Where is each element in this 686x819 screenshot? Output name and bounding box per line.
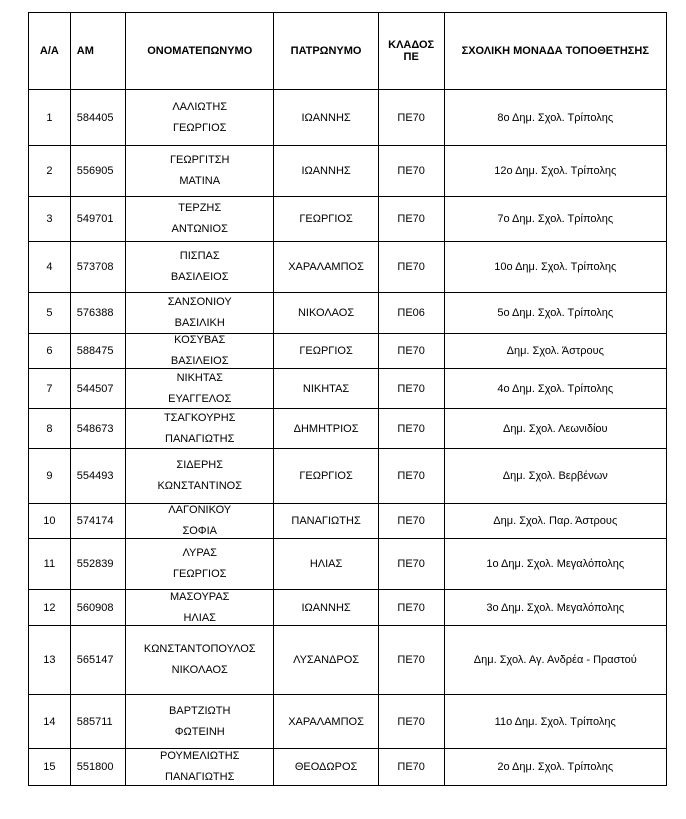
cell-surname: ΚΟΣΥΒΑΣ — [174, 334, 226, 346]
cell-name — [126, 146, 274, 197]
cell-am: 556905 — [70, 146, 125, 197]
cell-school: Δημ. Σχολ. Βερβένων — [444, 449, 666, 504]
cell-aa: 9 — [29, 449, 71, 504]
cell-patronymic: ΓΕΩΡΓΙΟΣ — [274, 334, 378, 369]
cell-klados: ΠΕ70 — [378, 90, 444, 146]
cell-am: 548673 — [70, 409, 125, 449]
cell-klados: ΠΕ70 — [378, 695, 444, 749]
cell-aa: 6 — [29, 334, 71, 369]
cell-patronymic: ΝΙΚΗΤΑΣ — [274, 369, 378, 409]
cell-name — [126, 409, 274, 449]
cell-school: 8ο Δημ. Σχολ. Τρίπολης — [444, 90, 666, 146]
cell-surname: ΤΣΑΓΚΟΥΡΗΣ — [163, 411, 236, 424]
cell-klados: ΠΕ06 — [378, 293, 444, 334]
cell-name — [126, 504, 274, 539]
table-row — [29, 749, 667, 786]
cell-patronymic: ΙΩΑΝΝΗΣ — [274, 590, 378, 626]
cell-aa: 15 — [29, 749, 71, 786]
cell-aa: 3 — [29, 197, 71, 242]
cell-firstname: ΓΕΩΡΓΙΟΣ — [173, 568, 227, 580]
cell-aa: 2 — [29, 146, 71, 197]
cell-firstname: ΗΛΙΑΣ — [183, 611, 216, 624]
table-row — [29, 90, 667, 146]
cell-klados: ΠΕ70 — [378, 369, 444, 409]
cell-patronymic: ΔΗΜΗΤΡΙΟΣ — [274, 409, 378, 449]
table-row — [29, 293, 667, 334]
cell-am: 565147 — [70, 626, 125, 695]
cell-firstname: ΕΥΑΓΓΕΛΟΣ — [168, 392, 232, 405]
cell-am: 588475 — [70, 334, 125, 369]
cell-firstname: ΜΑΤΙΝΑ — [179, 175, 221, 187]
cell-firstname: ΣΟΦΙΑ — [182, 525, 217, 537]
cell-name — [126, 90, 274, 146]
cell-patronymic: ΓΕΩΡΓΙΟΣ — [274, 449, 378, 504]
cell-school: 11ο Δημ. Σχολ. Τρίπολης — [444, 695, 666, 749]
cell-klados: ΠΕ70 — [378, 749, 444, 786]
cell-surname: ΒΑΡΤΖΙΩΤΗ — [169, 704, 231, 717]
cell-am: 552839 — [70, 539, 125, 590]
header-klados: ΚΛΑΔΟΣ ΠΕ — [378, 13, 444, 90]
cell-surname: ΛΥΡΑΣ — [182, 547, 217, 559]
cell-patronymic: ΗΛΙΑΣ — [274, 539, 378, 590]
table-row — [29, 695, 667, 749]
cell-am: 554493 — [70, 449, 125, 504]
cell-surname: ΣΙΔΕΡΗΣ — [176, 459, 224, 471]
cell-firstname: ΓΕΩΡΓΙΟΣ — [173, 121, 227, 134]
cell-school: 1ο Δημ. Σχολ. Μεγαλόπολης — [444, 539, 666, 590]
cell-school: Δημ. Σχολ. Λεωνιδίου — [444, 409, 666, 449]
cell-surname: ΜΑΣΟΥΡΑΣ — [169, 590, 230, 603]
cell-aa: 4 — [29, 242, 71, 293]
cell-school: 7ο Δημ. Σχολ. Τρίπολης — [444, 197, 666, 242]
cell-aa: 5 — [29, 293, 71, 334]
header-name: ΟΝΟΜΑΤΕΠΩΝΥΜΟ — [126, 13, 274, 90]
header-am: ΑΜ — [70, 13, 125, 90]
cell-klados: ΠΕ70 — [378, 197, 444, 242]
cell-firstname: ΒΑΣΙΛΙΚΗ — [174, 317, 225, 329]
cell-name — [126, 590, 274, 626]
cell-patronymic: ΙΩΑΝΝΗΣ — [274, 146, 378, 197]
table-row — [29, 626, 667, 695]
cell-surname: ΚΩΝΣΤΑΝΤΟΠΟΥΛΟΣ — [143, 643, 256, 655]
cell-school: Δημ. Σχολ. Παρ. Άστρους — [444, 504, 666, 539]
cell-school: Δημ. Σχολ. Άστρους — [444, 334, 666, 369]
cell-patronymic: ΧΑΡΑΛΑΜΠΟΣ — [274, 242, 378, 293]
table-row — [29, 449, 667, 504]
table-row — [29, 334, 667, 369]
cell-firstname: ΠΑΝΑΓΙΩΤΗΣ — [165, 432, 235, 445]
cell-patronymic: ΘΕΟΔΩΡΟΣ — [274, 749, 378, 786]
header-aa: Α/Α — [29, 13, 71, 90]
table-row — [29, 504, 667, 539]
cell-aa: 14 — [29, 695, 71, 749]
cell-aa: 13 — [29, 626, 71, 695]
cell-school: Δημ. Σχολ. Αγ. Ανδρέα - Πραστού — [444, 626, 666, 695]
cell-name — [126, 695, 274, 749]
cell-am: 573708 — [70, 242, 125, 293]
cell-name — [126, 293, 274, 334]
cell-patronymic: ΝΙΚΟΛΑΟΣ — [274, 293, 378, 334]
cell-surname: ΛΑΓΟΝΙΚΟΥ — [168, 504, 232, 516]
header-school: ΣΧΟΛΙΚΗ ΜΟΝΑΔΑ ΤΟΠΟΘΕΤΗΣΗΣ — [444, 13, 666, 90]
cell-am: 585711 — [70, 695, 125, 749]
cell-surname: ΣΑΝΣΟΝΙΟΥ — [167, 296, 232, 308]
cell-firstname: ΒΑΣΙΛΕΙΟΣ — [170, 271, 229, 283]
cell-patronymic: ΛΥΣΑΝΔΡΟΣ — [274, 626, 378, 695]
cell-name — [126, 334, 274, 369]
cell-aa: 10 — [29, 504, 71, 539]
cell-surname: ΓΕΩΡΓΙΤΣΗ — [169, 154, 230, 166]
cell-klados: ΠΕ70 — [378, 242, 444, 293]
cell-am: 576388 — [70, 293, 125, 334]
cell-firstname: ΠΑΝΑΓΙΩΤΗΣ — [165, 771, 235, 783]
cell-patronymic: ΙΩΑΝΝΗΣ — [274, 90, 378, 146]
cell-klados: ΠΕ70 — [378, 590, 444, 626]
cell-am: 584405 — [70, 90, 125, 146]
cell-aa: 8 — [29, 409, 71, 449]
table-row — [29, 146, 667, 197]
cell-klados: ΠΕ70 — [378, 449, 444, 504]
cell-firstname: ΚΩΝΣΤΑΝΤΙΝΟΣ — [157, 480, 242, 492]
cell-school: 5ο Δημ. Σχολ. Τρίπολης — [444, 293, 666, 334]
table-row — [29, 369, 667, 409]
table-row — [29, 590, 667, 626]
cell-am: 560908 — [70, 590, 125, 626]
cell-name — [126, 369, 274, 409]
table-row — [29, 409, 667, 449]
cell-firstname: ΑΝΤΩΝΙΟΣ — [171, 223, 228, 235]
cell-surname: ΝΙΚΗΤΑΣ — [176, 371, 223, 384]
cell-klados: ΠΕ70 — [378, 539, 444, 590]
placement-table — [28, 12, 667, 786]
cell-surname: ΠΙΣΠΑΣ — [179, 250, 220, 262]
cell-klados: ΠΕ70 — [378, 334, 444, 369]
cell-name — [126, 449, 274, 504]
cell-school: 2ο Δημ. Σχολ. Τρίπολης — [444, 749, 666, 786]
table-row — [29, 539, 667, 590]
cell-firstname: ΒΑΣΙΛΕΙΟΣ — [170, 355, 229, 367]
header-patronymic: ΠΑΤΡΩΝΥΜΟ — [274, 13, 378, 90]
cell-klados: ΠΕ70 — [378, 626, 444, 695]
cell-aa: 7 — [29, 369, 71, 409]
table-row — [29, 197, 667, 242]
cell-firstname: ΦΩΤΕΙΝΗ — [174, 725, 225, 738]
cell-school: 12ο Δημ. Σχολ. Τρίπολης — [444, 146, 666, 197]
cell-surname: ΛΑΛΙΩΤΗΣ — [172, 100, 228, 113]
table-row — [29, 242, 667, 293]
cell-am: 544507 — [70, 369, 125, 409]
cell-school: 4ο Δημ. Σχολ. Τρίπολης — [444, 369, 666, 409]
cell-patronymic: ΠΑΝΑΓΙΩΤΗΣ — [274, 504, 378, 539]
cell-name — [126, 749, 274, 786]
header-row — [29, 13, 667, 90]
cell-am: 551800 — [70, 749, 125, 786]
cell-klados: ΠΕ70 — [378, 146, 444, 197]
cell-name — [126, 242, 274, 293]
cell-aa: 1 — [29, 90, 71, 146]
cell-patronymic: ΧΑΡΑΛΑΜΠΟΣ — [274, 695, 378, 749]
cell-school: 3ο Δημ. Σχολ. Μεγαλόπολης — [444, 590, 666, 626]
cell-firstname: ΝΙΚΟΛΑΟΣ — [171, 664, 228, 676]
cell-patronymic: ΓΕΩΡΓΙΟΣ — [274, 197, 378, 242]
cell-klados: ΠΕ70 — [378, 409, 444, 449]
cell-name — [126, 197, 274, 242]
cell-aa: 12 — [29, 590, 71, 626]
cell-klados: ΠΕ70 — [378, 504, 444, 539]
cell-surname: ΤΕΡΖΗΣ — [178, 202, 222, 214]
cell-surname: ΡΟΥΜΕΛΙΩΤΗΣ — [159, 750, 240, 762]
cell-am: 549701 — [70, 197, 125, 242]
cell-name — [126, 539, 274, 590]
cell-name — [126, 626, 274, 695]
cell-school: 10ο Δημ. Σχολ. Τρίπολης — [444, 242, 666, 293]
cell-aa: 11 — [29, 539, 71, 590]
cell-am: 574174 — [70, 504, 125, 539]
